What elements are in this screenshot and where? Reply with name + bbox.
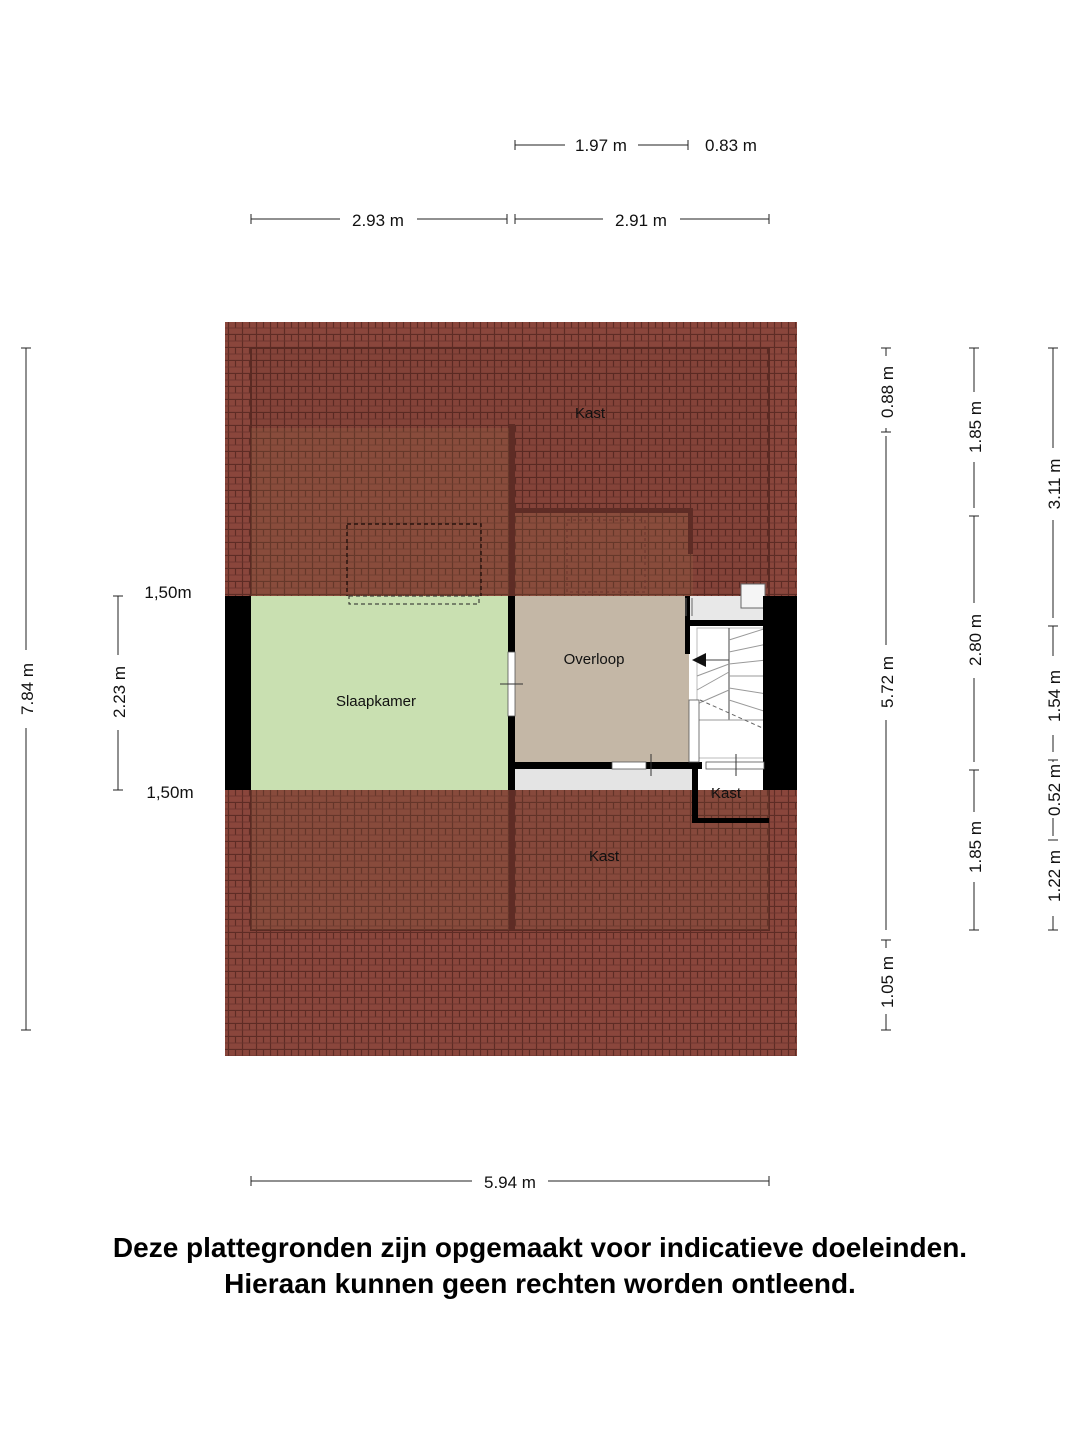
dim-5-94: 5.94 m xyxy=(484,1173,536,1192)
dim-left-total xyxy=(18,348,37,1030)
dim-0-52: 0.52 m xyxy=(1045,764,1064,816)
disclaimer-line-2: Hieraan kunnen geen rechten worden ontleend. xyxy=(224,1268,856,1299)
wall-kast-left xyxy=(692,762,698,822)
wall-landing-bottom xyxy=(508,762,612,769)
dim-1-54: 1.54 m xyxy=(1045,670,1064,722)
label-kast-bottom: Kast xyxy=(588,848,620,865)
roof-overlay-right xyxy=(513,510,693,596)
partition-wall-upper-right xyxy=(513,508,693,513)
dim-2-23: 2.23 m xyxy=(110,666,129,718)
wall-kast-bottom xyxy=(692,818,769,823)
utility-box xyxy=(741,584,765,608)
dim-top-row1 xyxy=(515,136,757,155)
door-corridor xyxy=(612,762,646,769)
partition-wall-lower xyxy=(509,790,515,930)
wall-right-gable xyxy=(769,596,797,790)
dim-right-c xyxy=(1045,348,1064,930)
dim-1-05: 1.05 m xyxy=(878,956,897,1008)
dim-2-93: 2.93 m xyxy=(352,211,404,230)
label-kast-top: Kast xyxy=(574,405,606,422)
door-kast xyxy=(706,762,764,769)
dim-0-88: 0.88 m xyxy=(878,366,897,418)
roof-overlay-bottom-right xyxy=(513,790,769,930)
dim-height-lower: 1,50m xyxy=(146,783,194,802)
dim-1-85-top: 1.85 m xyxy=(966,401,985,453)
dim-bottom xyxy=(251,1173,769,1192)
wall-left-gable xyxy=(225,596,251,790)
corridor-strip xyxy=(515,768,693,790)
dim-0-83: 0.83 m xyxy=(705,136,757,155)
dim-height-upper: 1,50m xyxy=(144,583,192,602)
dim-5-72: 5.72 m xyxy=(878,656,897,708)
partition-wall-upper-right-end xyxy=(688,508,693,554)
roof-overlay-bottom-left xyxy=(251,790,513,930)
dim-top-row2 xyxy=(251,211,769,230)
dim-3-11: 3.11 m xyxy=(1045,458,1064,510)
label-slaapkamer: Slaapkamer xyxy=(335,693,417,710)
dim-right-a xyxy=(878,348,897,1030)
room-overloop xyxy=(515,596,689,762)
label-kast-small: Kast xyxy=(710,785,742,802)
wall-stair-right xyxy=(763,596,769,790)
dim-7-84: 7.84 m xyxy=(18,663,37,715)
dim-1-22: 1.22 m xyxy=(1045,850,1064,902)
dim-1-85-bottom: 1.85 m xyxy=(966,821,985,873)
dim-left-inner xyxy=(110,583,194,802)
dim-2-91: 2.91 m xyxy=(615,211,667,230)
dim-right-b xyxy=(966,348,985,930)
dim-2-80: 2.80 m xyxy=(966,614,985,666)
wall-stair-top xyxy=(689,620,769,626)
disclaimer-line-1: Deze plattegronden zijn opgemaakt voor indicatieve doeleinden. xyxy=(112,1232,968,1263)
door-stair xyxy=(689,700,699,762)
label-overloop: Overloop xyxy=(563,651,625,668)
dim-1-97: 1.97 m xyxy=(575,136,627,155)
skylight-strip xyxy=(349,596,479,604)
roof-overlay-left xyxy=(251,428,513,596)
